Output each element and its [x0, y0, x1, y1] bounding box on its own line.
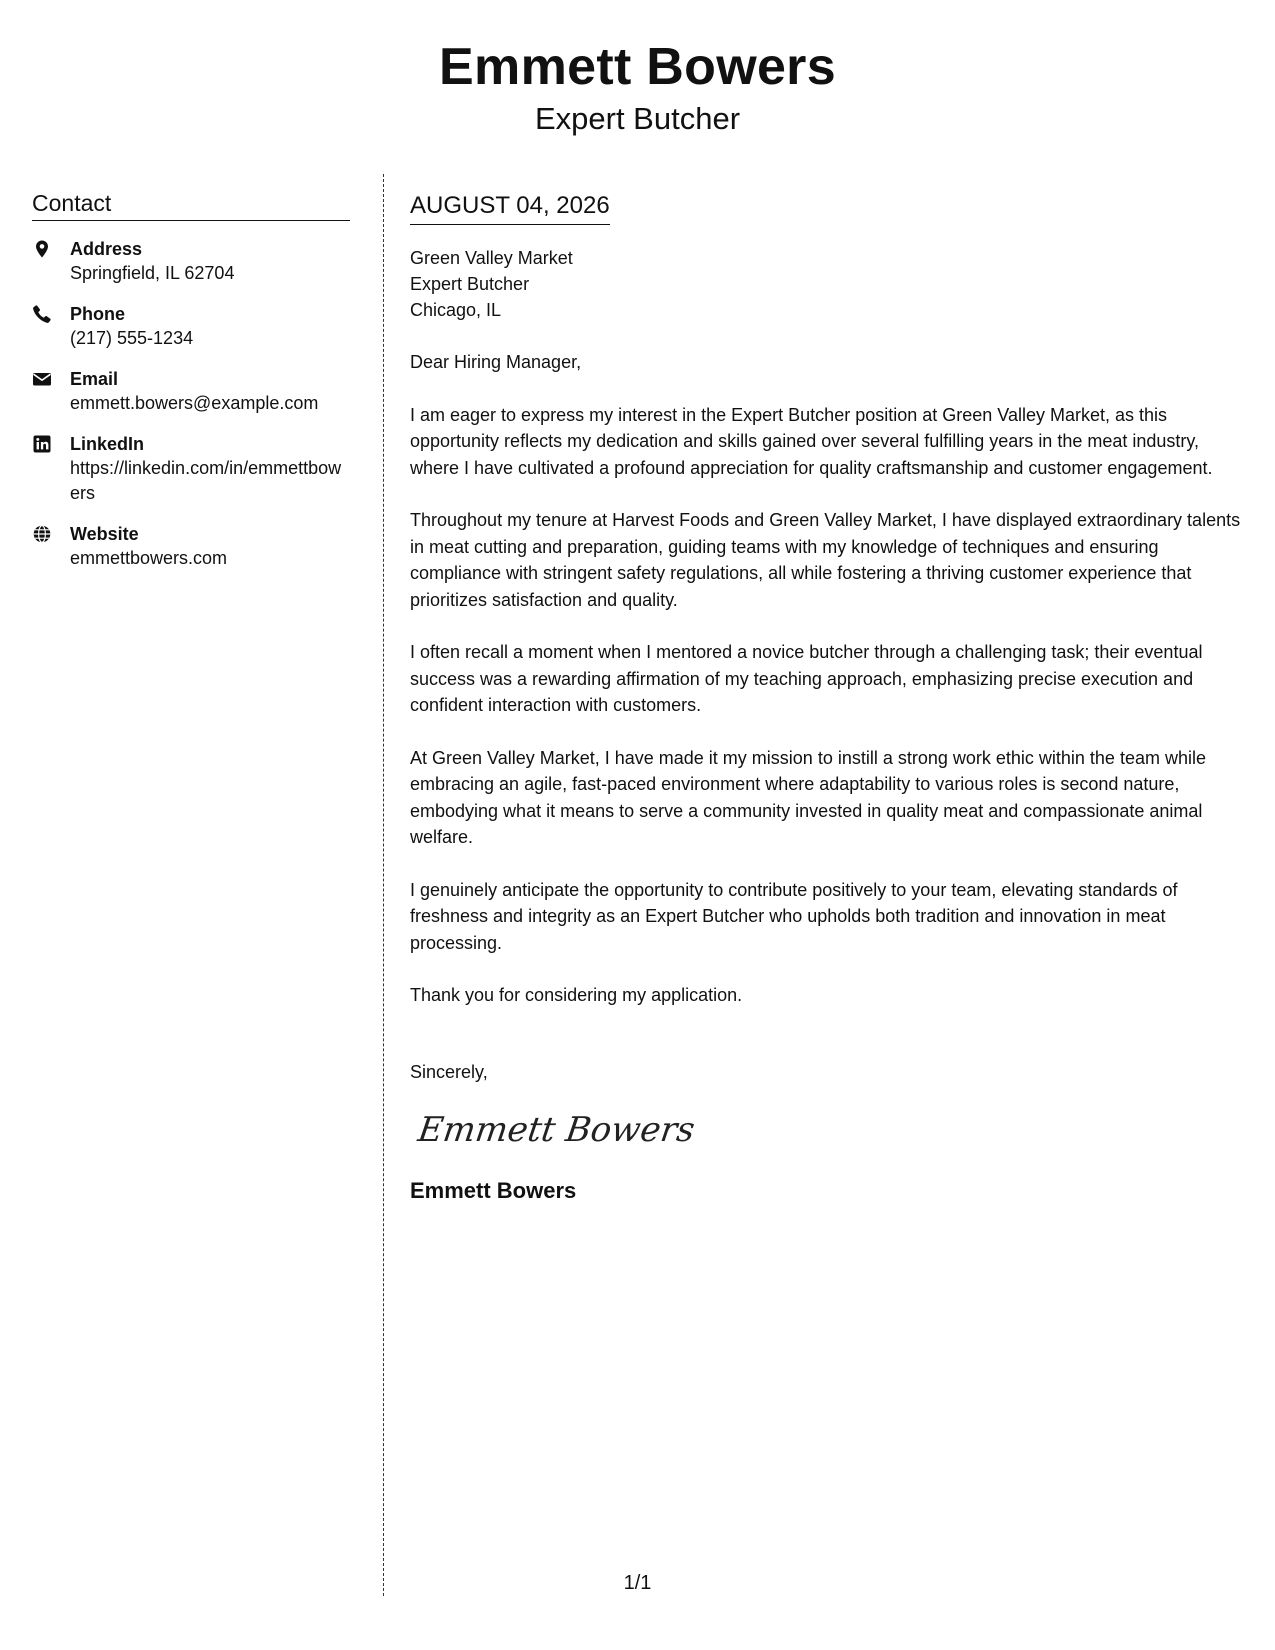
recipient-position: Expert Butcher: [410, 274, 530, 294]
salutation: Dear Hiring Manager,: [410, 352, 582, 372]
contact-website: [32, 522, 350, 571]
page-number: 1/1: [623, 1572, 652, 1594]
applicant-name: Emmett Bowers: [439, 38, 836, 96]
body-paragraph: I am eager to express my interest in the Expert Butcher position at Green Valley Market, as this opportunity reflects my dedication and skills gained over several fulfilling years in the meat industry, where I have cultivated a profound appreciation for quality craftsmanship and customer engagement.: [410, 404, 1213, 478]
letter-body: [410, 190, 1250, 1205]
letter-header: [0, 36, 1275, 138]
body-paragraph: Thank you for considering my application.: [410, 985, 743, 1005]
phone-value: (217) 555-1234: [70, 328, 194, 348]
envelope-icon: [32, 369, 52, 389]
recipient-block: [410, 245, 1250, 323]
contact-email: [32, 367, 350, 416]
website-link[interactable]: emmettbowers.com: [70, 548, 228, 568]
linkedin-link[interactable]: https://linkedin.com/in/emmettbowers: [70, 458, 342, 503]
contact-label: Email: [70, 369, 119, 389]
body-paragraph: Throughout my tenure at Harvest Foods and Green Valley Market, I have displayed extraordinary talents in meat cutting and preparation, guiding teams with my knowledge of techniques and ensuring compliance with stringent safety regulations, all while fostering a thriving customer experience that prioritizes satisfaction and quality.: [410, 510, 1241, 610]
recipient-location: Chicago, IL: [410, 300, 502, 320]
contact-heading: Contact: [32, 188, 350, 221]
contact-label: Address: [70, 239, 143, 259]
column-divider: [383, 174, 384, 1596]
signer-name: Emmett Bowers: [410, 1177, 577, 1203]
body-paragraph: I often recall a moment when I mentored a novice butcher through a challenging task; their eventual success was a rewarding affirmation of my teaching approach, emphasizing precise execution and confident interaction with customers.: [410, 642, 1203, 715]
signature-script: Emmett Bowers: [415, 1109, 698, 1150]
contact-label: LinkedIn: [70, 434, 145, 454]
email-link[interactable]: emmett.bowers@example.com: [70, 393, 319, 413]
applicant-title: Expert Butcher: [534, 101, 741, 136]
letter-date: AUGUST 04, 2026: [410, 190, 610, 225]
recipient-company: Green Valley Market: [410, 248, 573, 268]
contact-sidebar: [32, 188, 350, 571]
map-pin-icon: [32, 239, 52, 259]
contact-label: Phone: [70, 304, 126, 324]
body-paragraph: I genuinely anticipate the opportunity to contribute positively to your team, elevating standards of freshness and integrity as an Expert Butcher who upholds both tradition and innovation in meat processing.: [410, 879, 1178, 953]
contact-label: Website: [70, 524, 139, 544]
closing: Sincerely,: [410, 1061, 488, 1082]
contact-phone: [32, 302, 350, 351]
phone-icon: [32, 304, 52, 324]
body-paragraph: At Green Valley Market, I have made it my mission to instill a strong work ethic within the team while embracing an agile, fast-paced environment where adaptability to various roles is second nature, embodying what it means to serve a community invested in quality meat and compassionate animal welfare.: [410, 747, 1206, 847]
linkedin-icon: [32, 434, 52, 454]
address-value: Springfield, IL 62704: [70, 263, 235, 283]
contact-address: [32, 237, 350, 286]
handwritten-signature: [415, 1105, 1250, 1153]
contact-linkedin: [32, 432, 350, 506]
globe-icon: [32, 524, 52, 544]
